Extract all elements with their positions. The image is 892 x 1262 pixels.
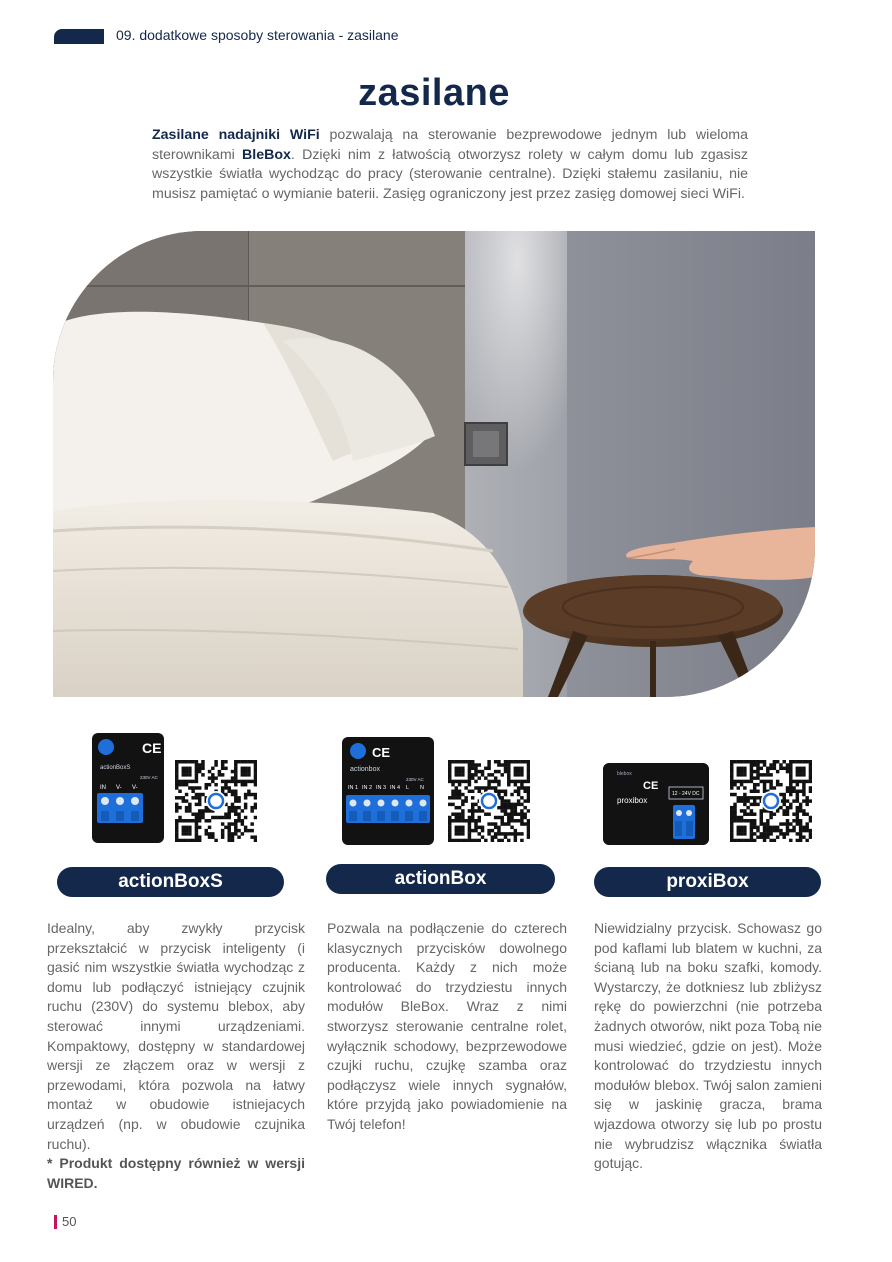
actionbox-description: Pozwala na podłączenie do czterech klasycznych przycisków dowolnego producenta. Każdy z nich może kontrolować do trzydziestu innych modułów BleBox. Wraz z nimi stworzysz sterowanie centralne rolet, wyłącznik schodowy, bezprzewodowe czujki ruchu, czujkę szamba oraz podłączysz wiele innych sygnałów, które przyjdą jako powiadomienie na Twój telefon! (327, 920, 567, 1132)
intro-lead: Zasilane nadajniki WiFi (152, 127, 320, 143)
proxibox-brand-label: blebox (617, 771, 632, 777)
proxibox-qr-code (730, 760, 812, 842)
actionbox-terminal-n: N (420, 785, 424, 791)
proxibox-device-label: proxibox (617, 796, 648, 805)
page-number: 50 (62, 1214, 77, 1229)
actionboxs-note: * Produkt dostępny również w wersji WIRED. (47, 1155, 305, 1191)
actionboxs-voltage: 230V AC (140, 775, 158, 780)
intro-paragraph (152, 126, 748, 204)
actionboxs-description: Idealny, aby zwykły przycisk przekształcić w przycisk inteligenty (i gasić nim wszystkie światła wychodząc z domu lub podłączyć istniejący czujnik ruchu (230V) do systemu blebox, aby sterować innymi urządzeniami. Kompaktowy, dostępny w standardowej wersji ze złączem oraz w wersji z przewodami, która pozwola na łatwy montaż w obudowie istniejacych urządzeń (np. w obudowie czujnika ruchu). (47, 920, 305, 1152)
actionboxs-terminal-v1: V- (116, 785, 122, 791)
proxibox-device (603, 763, 709, 845)
actionboxs-qr-code (175, 760, 257, 842)
actionbox-terminal-in4: IN 4 (390, 785, 401, 791)
actionboxs-device-label: actionBoxS (100, 765, 131, 771)
product-actionboxs-image (92, 733, 164, 843)
actionbox-terminal-in3: IN 3 (376, 785, 387, 791)
actionbox-device (342, 737, 434, 845)
product-name-actionbox: actionBox (326, 864, 555, 894)
proxibox-voltage: 12 - 24V DC (672, 791, 700, 797)
actionbox-device-label: actionbox (350, 766, 380, 773)
page-title: zasilane (358, 72, 510, 114)
actionboxs-terminal-v2: V- (132, 785, 138, 791)
svg-text:CE: CE (372, 745, 391, 760)
product-proxibox-image (603, 763, 709, 845)
page-number-accent (54, 1215, 57, 1229)
proxibox-description: Niewidzialny przycisk. Schowasz go pod kaflami lub blatem w kuchni, za ścianą lub na boku szafki, komody. Wystarczy, że dotkniesz lub zbliżysz rękę do powierzchni (nie potrzeba żadnych otworów, nikt poza Tobą nie musi wiedzieć, gdzie on jest). Może kontrolować do trzydziestu innych modułów blebox. Twój salon zamieni się w jaskinię gracza, brama wjazdowa otworzy się lub po prostu nie wybrudzisz włącznika światła gotując. (594, 920, 822, 1172)
intro-part1: pozwalają na sterowanie bezprewodowe jednym lub wieloma sterownikami (152, 127, 748, 163)
section-header: 09. dodatkowe sposoby sterowania - zasilane (116, 27, 399, 43)
actionboxs-description-block (47, 919, 305, 1193)
product-actionbox-image (342, 737, 434, 845)
svg-text:CE: CE (142, 740, 162, 756)
header-accent-bar (54, 29, 104, 44)
product-name-proxibox: proxiBox (594, 867, 821, 897)
actionbox-voltage: 230V AC (406, 777, 424, 782)
intro-brand: BleBox (242, 146, 291, 163)
actionbox-terminal-l: L (406, 785, 410, 791)
actionbox-terminal-in1: IN 1 (348, 785, 359, 791)
actionbox-terminal-in2: IN 2 (362, 785, 373, 791)
actionbox-qr-code (448, 760, 530, 842)
hero-bedroom-photo (53, 231, 815, 697)
svg-text:CE: CE (643, 780, 659, 792)
actionboxs-device (92, 733, 164, 843)
intro-part2: . Dzięki nim z łatwością otworzysz rolety w całym domu lub zgasisz wszystkie światła wychodząc do pracy (sterowanie centralne). Dzięki stałemu zasilaniu, nie musisz pamiętać o wymianie baterii. Zasięg ograniczony jest przez zasięg domowej sieci WiFi. (152, 146, 748, 202)
actionboxs-terminal-in: IN (100, 785, 106, 791)
product-name-actionboxs: actionBoxS (57, 867, 284, 897)
